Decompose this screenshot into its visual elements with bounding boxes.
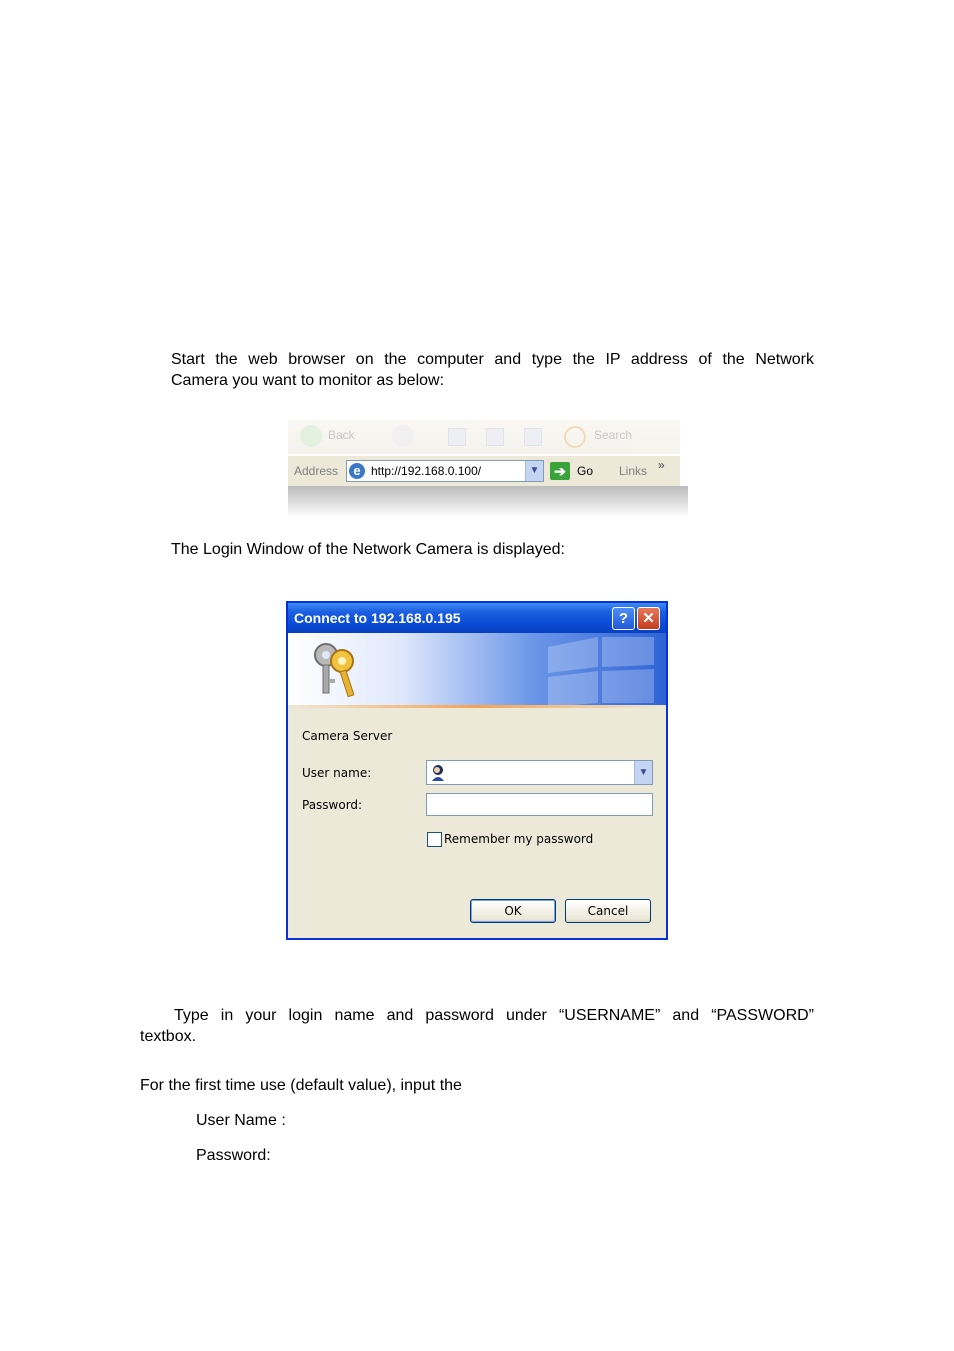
remember-password-checkbox[interactable]	[427, 832, 442, 847]
dialog-title: Connect to 192.168.0.195	[294, 610, 461, 626]
links-button[interactable]: Links	[619, 464, 648, 478]
instructions-line-1: Type in your login name and password under “USERNAME” and “PASSWORD”	[174, 1007, 814, 1024]
refresh-icon[interactable]	[486, 428, 504, 446]
stop-icon[interactable]	[448, 428, 466, 446]
remember-password-label[interactable]: Remember my password	[444, 832, 594, 846]
address-bar	[288, 456, 680, 486]
username-label: User name:	[302, 766, 372, 780]
username-dropdown-icon[interactable]: ▼	[634, 761, 652, 784]
address-input[interactable]	[346, 460, 544, 482]
dialog-titlebar[interactable]	[288, 603, 666, 633]
login-dialog	[286, 601, 668, 940]
back-icon[interactable]	[300, 425, 322, 447]
chevron-down-icon[interactable]: ▼	[525, 461, 543, 481]
browser-standard-buttons	[288, 420, 680, 454]
address-url: http://192.168.0.100/	[371, 464, 482, 478]
password-item: Password:	[196, 1147, 271, 1164]
links-chevron-icon[interactable]: »	[658, 458, 665, 472]
password-input[interactable]	[426, 793, 653, 816]
dialog-banner	[288, 633, 666, 705]
intro-line-2: Camera you want to monitor as below:	[171, 372, 445, 389]
ok-button[interactable]: OK	[470, 899, 556, 923]
windows-watermark-icon	[538, 637, 658, 705]
instructions-line-2: textbox.	[140, 1028, 197, 1045]
home-icon[interactable]	[524, 428, 542, 446]
go-button[interactable]: Go	[577, 464, 594, 478]
help-button[interactable]: ?	[612, 607, 635, 630]
username-item: User Name :	[196, 1112, 286, 1129]
intro-line-1: Start the web browser on the computer and type the IP address of the Network	[171, 351, 814, 368]
password-label: Password:	[302, 798, 363, 812]
username-combobox[interactable]	[426, 760, 653, 785]
back-label[interactable]: Back	[328, 428, 355, 442]
go-arrow-icon[interactable]: ➔	[550, 462, 570, 480]
search-label[interactable]: Search	[594, 428, 633, 442]
banner-divider	[288, 705, 666, 708]
forward-icon[interactable]	[392, 425, 414, 447]
close-button[interactable]: ✕	[637, 607, 660, 630]
browser-toolbar-figure	[288, 420, 688, 520]
toolbar-shadow	[288, 486, 688, 518]
keys-icon	[308, 639, 364, 699]
search-icon[interactable]	[564, 426, 586, 448]
realm-label: Camera Server	[302, 729, 393, 743]
first-time-note: For the first time use (default value), input the	[140, 1077, 462, 1094]
cancel-button[interactable]: Cancel	[565, 899, 651, 923]
login-caption: The Login Window of the Network Camera is displayed:	[171, 541, 565, 558]
address-label: Address	[294, 464, 339, 478]
user-icon	[431, 764, 445, 781]
ie-page-icon: e	[349, 463, 365, 479]
